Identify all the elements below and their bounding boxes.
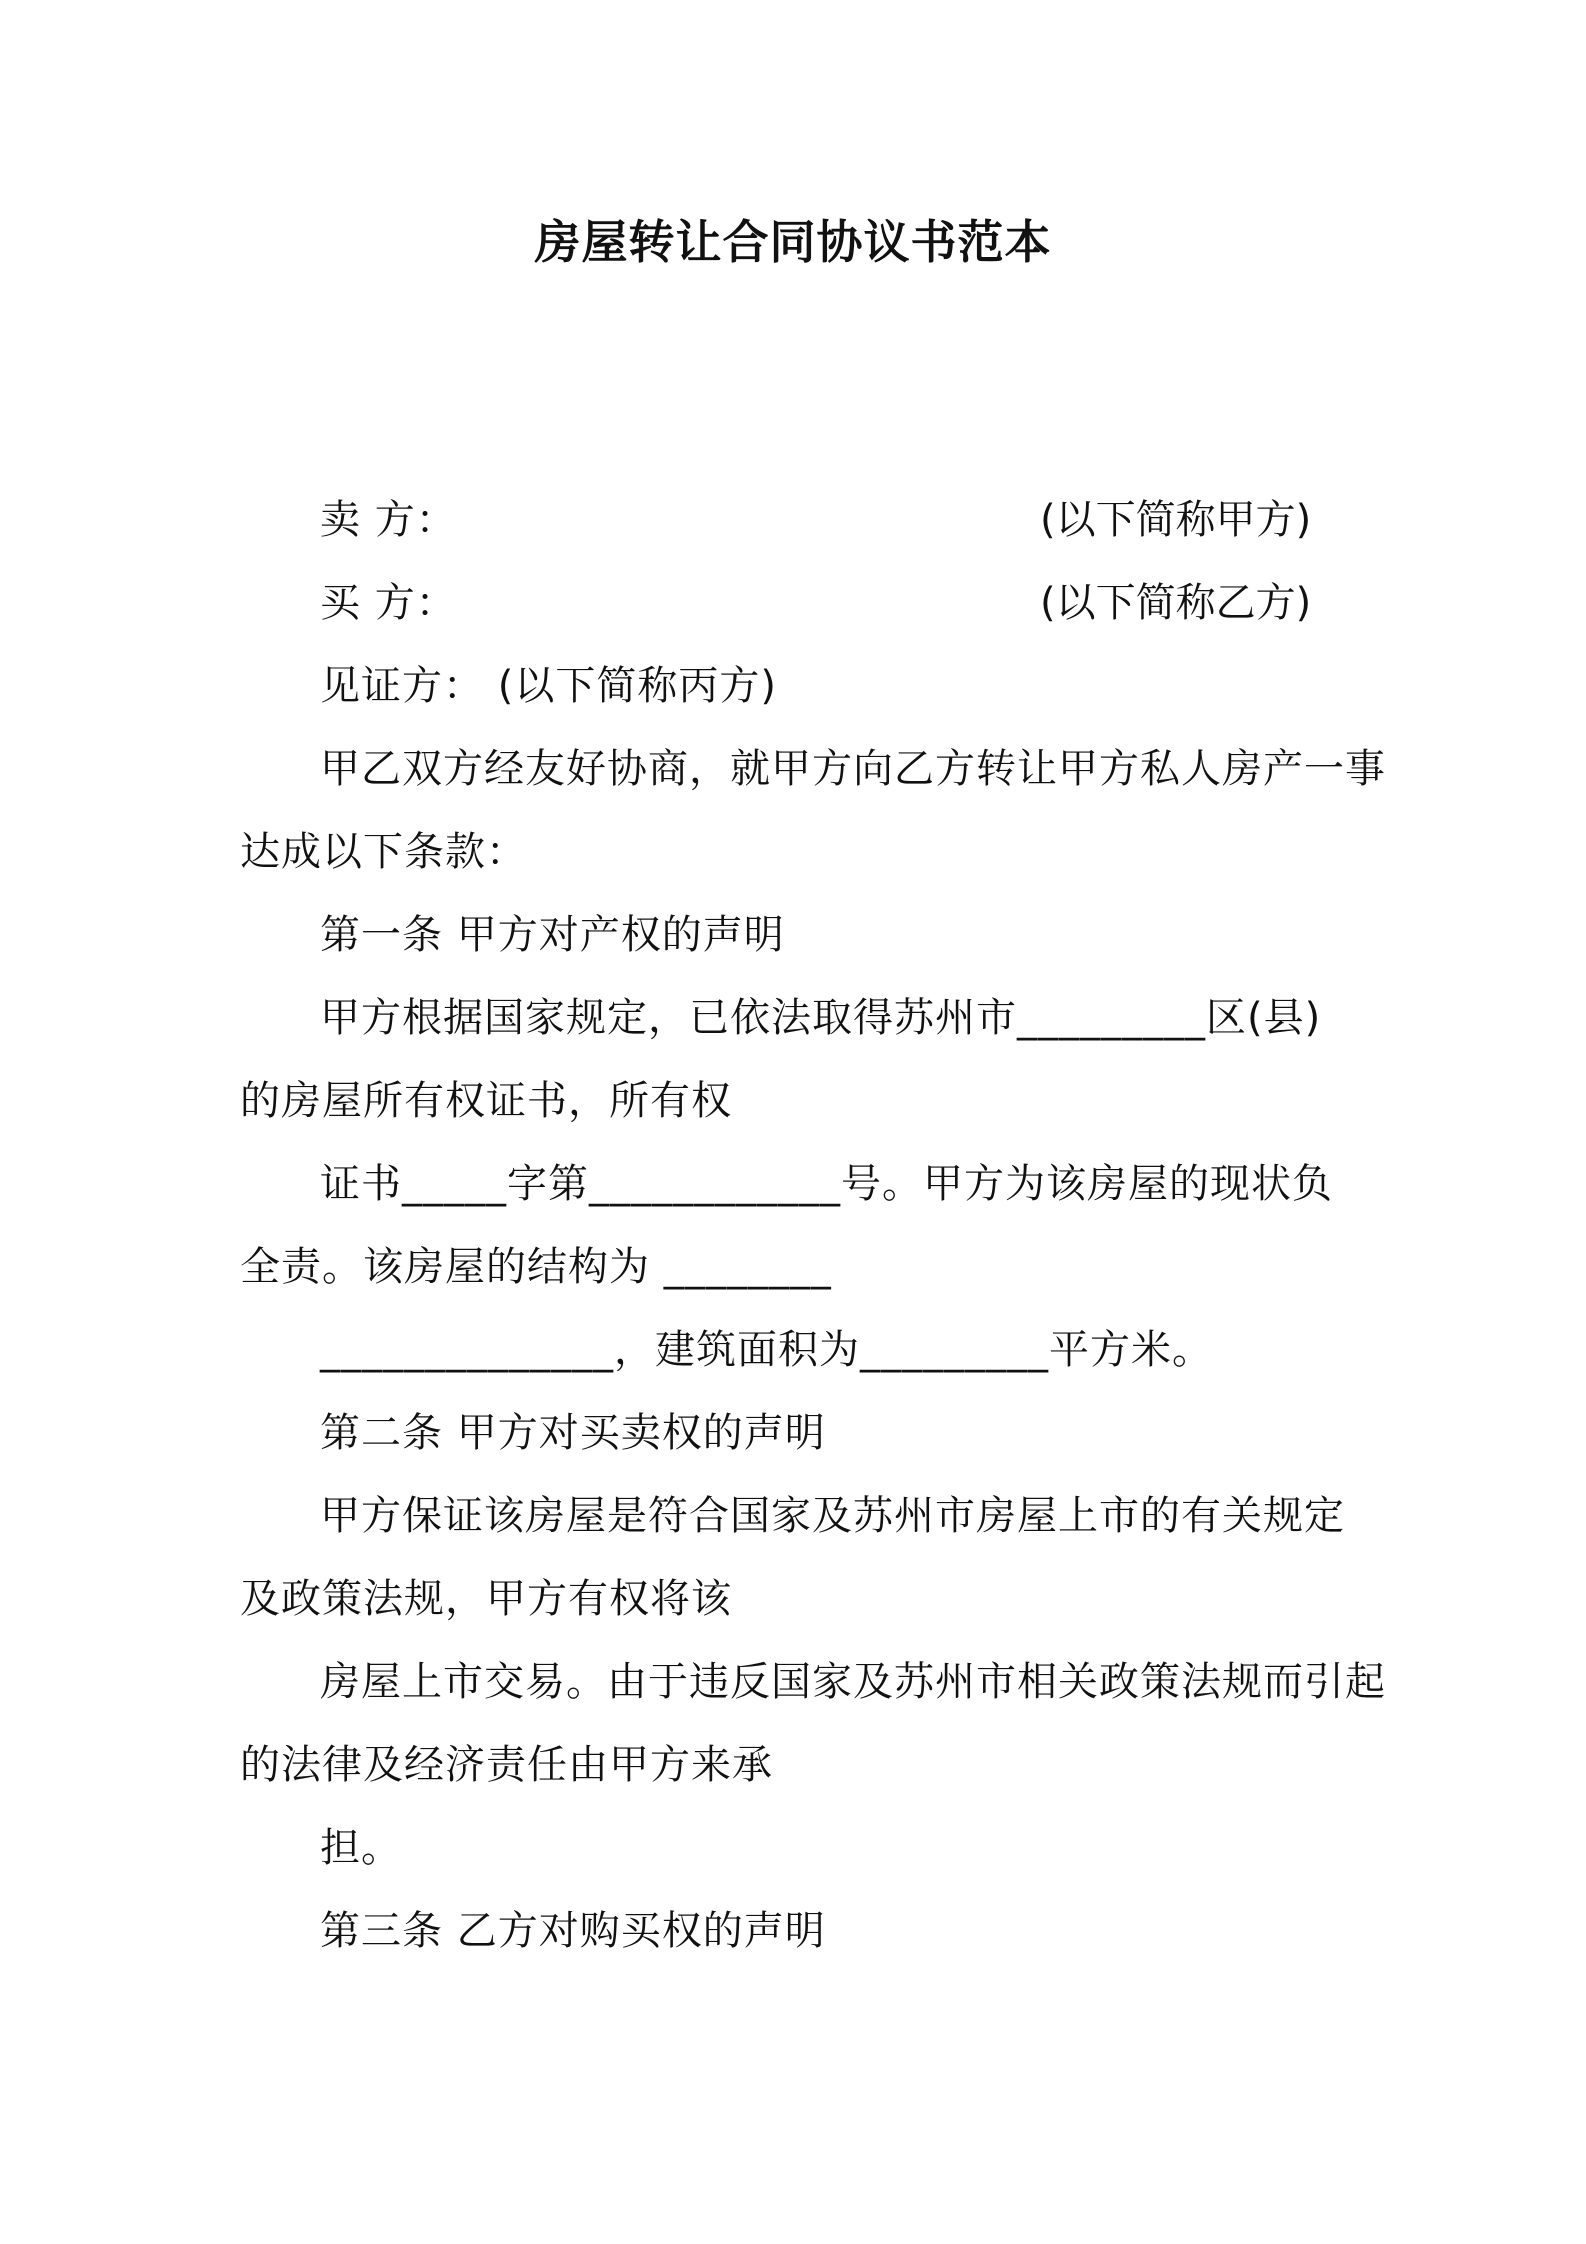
paragraph-line: 及政策法规，甲方有权将该 bbox=[240, 1576, 732, 1622]
article-heading: 第三条 乙方对购买权的声明 bbox=[320, 1908, 826, 1954]
buyer-label: 买 方： bbox=[320, 580, 457, 626]
seller-label: 卖 方： bbox=[320, 497, 457, 543]
paragraph-line: 证书_____字第____________号。甲方为该房屋的现状负 bbox=[320, 1161, 1333, 1207]
seller-note: (以下简称甲方) bbox=[1040, 497, 1312, 543]
paragraph-line: 房屋上市交易。由于违反国家及苏州市相关政策法规而引起 bbox=[320, 1659, 1386, 1705]
witness-line: 见证方： (以下简称丙方) bbox=[320, 663, 777, 709]
paragraph-line: 甲乙双方经友好协商，就甲方向乙方转让甲方私人房产一事 bbox=[320, 746, 1386, 792]
document-title: 房屋转让合同协议书范本 bbox=[534, 215, 1052, 269]
article-heading: 第一条 甲方对产权的声明 bbox=[320, 912, 785, 958]
buyer-note: (以下简称乙方) bbox=[1040, 580, 1312, 626]
paragraph-line: 全责。该房屋的结构为 ________ bbox=[240, 1244, 832, 1290]
article-heading: 第二条 甲方对买卖权的声明 bbox=[320, 1410, 826, 1456]
paragraph-line: 担。 bbox=[320, 1825, 402, 1871]
paragraph-line: 的法律及经济责任由甲方来承 bbox=[240, 1742, 773, 1788]
paragraph-line: 甲方根据国家规定，已依法取得苏州市_________区(县) bbox=[320, 995, 1322, 1041]
paragraph-line: 甲方保证该房屋是符合国家及苏州市房屋上市的有关规定 bbox=[320, 1493, 1345, 1539]
paragraph-line: 达成以下条款： bbox=[240, 829, 527, 875]
paragraph-line: 的房屋所有权证书，所有权 bbox=[240, 1078, 732, 1124]
paragraph-line: ______________，建筑面积为_________平方米。 bbox=[320, 1327, 1213, 1373]
